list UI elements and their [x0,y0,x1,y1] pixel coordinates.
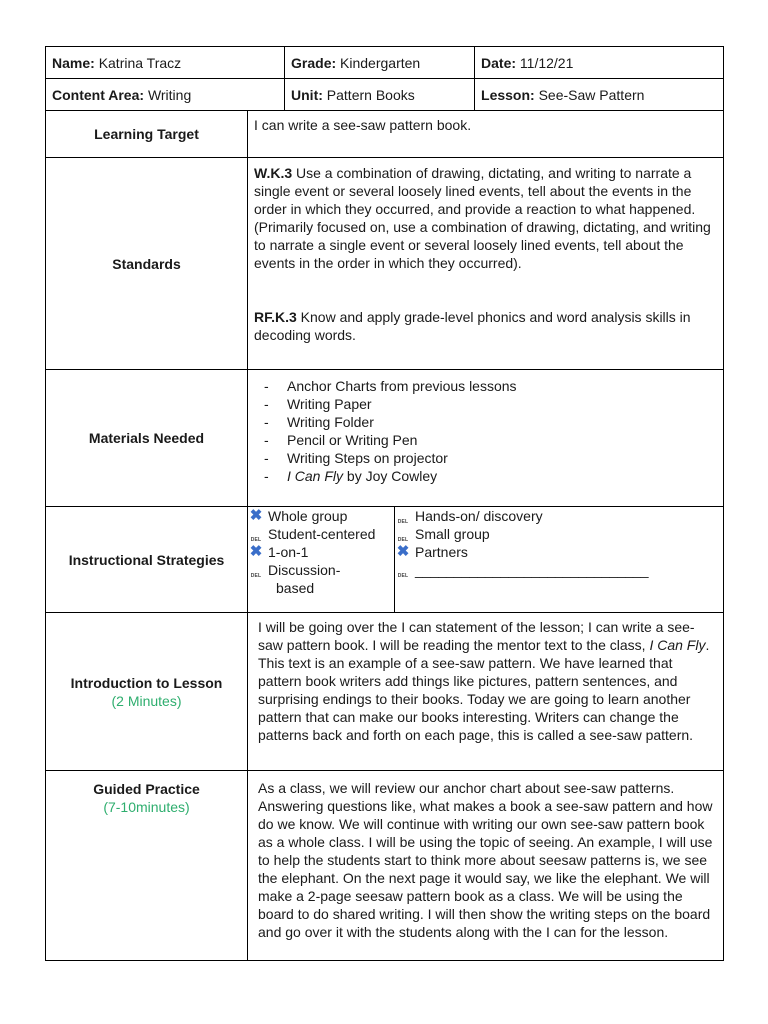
header-row-1 [46,47,724,79]
materials-item: - Writing Folder [254,413,717,431]
strategy-small-group: DEL Small group [395,525,723,543]
introduction-row [46,613,724,771]
materials-row [46,370,724,507]
introduction-title: I Can Fly [649,637,706,653]
strategy-partners: ✖ Partners [396,543,468,560]
standards-content [248,158,724,370]
name-value: Katrina Tracz [98,54,182,71]
strategy-other-blank: DEL ______________________________ [395,561,723,579]
strategies-content [248,507,724,613]
standard-rfk3-code: RF.K.3 [254,309,297,325]
date-value: 11/12/21 [519,54,574,71]
mentor-text-author: by Joy Cowley [343,468,438,484]
name-label: Name: [52,54,95,71]
selected-x-icon: ✖ [396,543,410,560]
content-area-label: Content Area: [52,86,145,103]
materials-item: - Pencil or Writing Pen [254,431,717,449]
learning-target-text: I can write a see-saw pattern book. [254,117,472,133]
materials-item: - Writing Paper [254,395,717,413]
standard-rfk3-text: Know and apply grade-level phonics and word analysis skills in decoding words. [254,309,691,343]
date-label: Date: [481,54,517,71]
guided-practice-row [46,771,724,961]
strategy-one-on-one: ✖ 1-on-1 [249,543,309,560]
strategies-label: Instructional Strategies [46,507,248,613]
strategy-discussion-based: DEL Discussion- based [248,561,394,597]
materials-label: Materials Needed [46,370,248,507]
standard-wk3-text: Use a combination of drawing, dictating, and writing to narrate a single event or several loosely lined events, tell about the events in the order in which they occurred, and provide a reaction to what happened. (Primarily focused on, use a combination of drawing, dictating, and writing to narrate a single event or several loosely lined events, tell about the events in the order in which they occurred). [254,165,711,271]
strategy-student-centered: DEL Student-centered [248,525,394,543]
guided-practice-content [248,771,724,961]
lesson-label: Lesson: [481,86,535,103]
lesson-plan-table [45,46,724,961]
materials-item: - Anchor Charts from previous lessons [254,377,717,395]
standards-label: Standards [46,158,248,370]
learning-target-content [248,111,724,158]
guided-practice-label: Guided Practice [93,781,200,797]
unselected-del-icon: DEL [250,573,262,579]
strategy-hands-on: DEL Hands-on/ discovery [395,507,723,525]
learning-target-row [46,111,724,158]
materials-list [254,377,717,485]
strategies-left-column [248,507,395,612]
introduction-text-b: . This text is an example of a see-saw pattern. We have learned that pattern book writers add things like pictures, pattern sentences, and surprising endings to their books. Today we are going to learn another pattern that can make our books interesting. Writers can change the patterns back and forth on each page, this is called a see-saw pattern. [258,637,710,743]
introduction-label: Introduction to Lesson [70,674,223,691]
mentor-text-title: I Can Fly [287,468,344,484]
introduction-label-cell [46,613,248,771]
materials-item [254,467,717,485]
strategies-right-column [395,507,724,612]
header-row-2 [46,79,724,111]
strategies-row [46,507,724,613]
unselected-del-icon: DEL [397,537,409,543]
lesson-value: See-Saw Pattern [538,86,645,103]
grade-label: Grade: [291,54,337,71]
unselected-del-icon: DEL [250,537,262,543]
standard-wk3-code: W.K.3 [254,165,293,181]
introduction-text-a: I will be going over the I can statement of the lesson; I can write a see-saw pattern book. I will be reading the mentor text to the class, [258,619,695,653]
name-cell [46,47,285,79]
learning-target-label: Learning Target [46,111,248,158]
grade-cell [285,47,475,79]
unselected-del-icon: DEL [397,573,409,579]
standards-row [46,158,724,370]
guided-practice-time: (7-10minutes) [103,799,190,815]
unit-value: Pattern Books [326,86,415,103]
content-area-cell [46,79,285,111]
unit-cell [285,79,475,111]
materials-item: - Writing Steps on projector [254,449,717,467]
introduction-time: (2 Minutes) [111,692,182,709]
guided-practice-label-cell [46,771,248,961]
unselected-del-icon: DEL [397,519,409,525]
date-cell [475,47,724,79]
grade-value: Kindergarten [340,54,421,71]
introduction-content [248,613,724,771]
selected-x-icon: ✖ [249,507,263,524]
content-area-value: Writing [147,86,192,103]
strategy-whole-group: ✖ Whole group [249,507,348,524]
strategies-grid [248,507,723,612]
lesson-cell [475,79,724,111]
materials-content [248,370,724,507]
guided-practice-text: As a class, we will review our anchor chart about see-saw patterns. Answering questions like, what makes a book a see-saw pattern and how do we know. We will continue with writing our own see-saw pattern book as a whole class. I will be using the topic of seeing. An example, I will use to help the students start to think more about seesaw patterns is, we see the elephant. On the next page it would say, we like the elephant. We will make a 2-page seesaw pattern book as a class. We will be using the board to do shared writing. I will then show the writing steps on the board and go over it with the students along with the I can for the lesson. [258,780,713,940]
selected-x-icon: ✖ [249,543,263,560]
unit-label: Unit: [291,86,323,103]
